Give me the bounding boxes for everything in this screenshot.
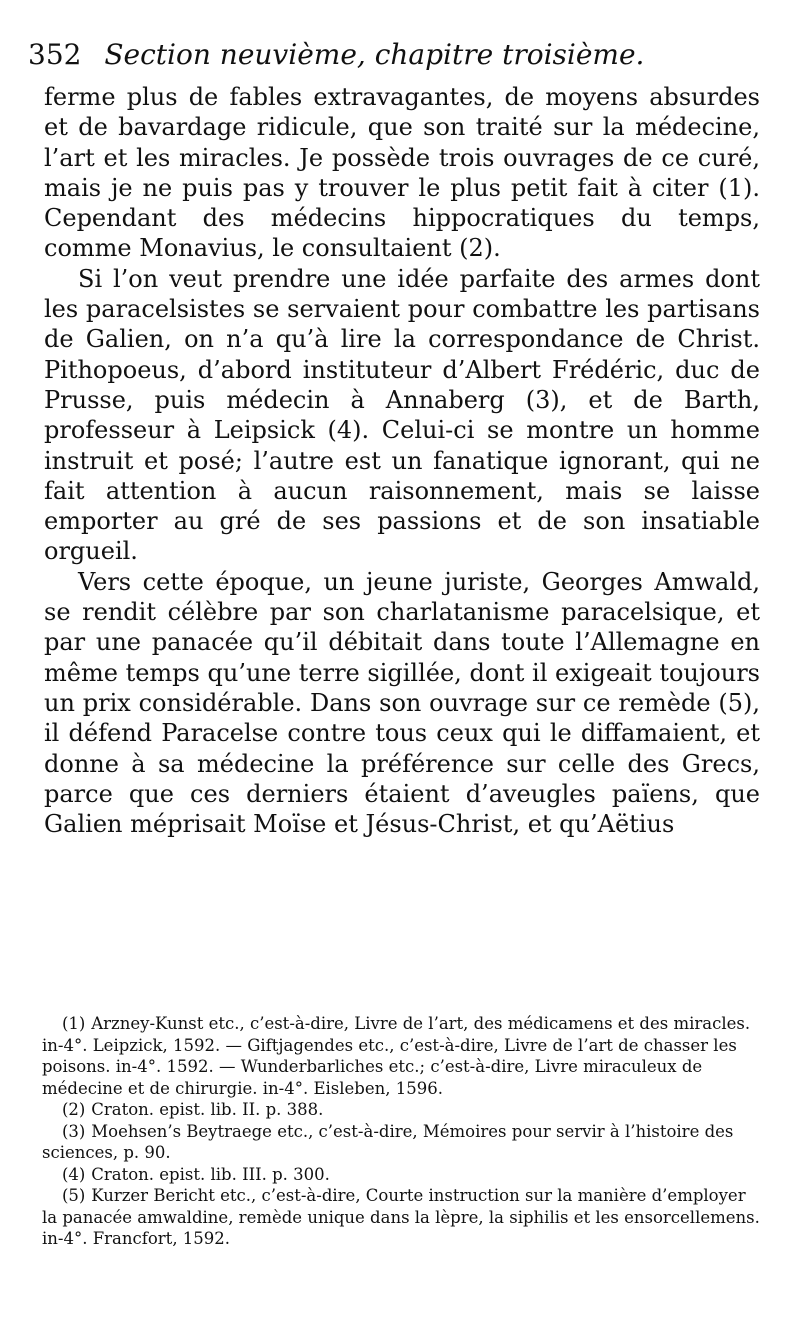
footnote-5 xyxy=(42,1185,762,1250)
paragraph-amwald: Vers cette époque, un jeune juriste, Georges Amwald, se rendit célèbre par son charlatanisme paracelsique, et par une panacée qu’il débitait dans toute l’Allemagne en même temps qu’une terre sigillée, dont il exigeait toujours un prix considérable. Dans son ouvrage sur ce remède (5), il défend Paracelse contre tous ceux qui le diffamaient, et donne à sa médecine la préférence sur celle des Grecs, parce que ces derniers étaient d’aveugles païens, que Galien méprisait Moïse et Jésus-Christ, et qu’Aëtius xyxy=(44,567,760,839)
footnote-marker: (2) xyxy=(62,1100,86,1119)
footnote-2 xyxy=(42,1099,762,1121)
footnote-text: Arzney-Kunst etc., c’est-à-dire, Livre de l’art, des médicamens et des miracles. in-4°. Leipzick, 1592. — Giftjagendes etc., c’est-à-dire, Livre de l’art de chasser les poisons. in-4°. 1592. — Wunderbarliches etc.; c’est-à-dire, Livre miraculeux de médecine et de chirurgie. in-4°. Eisleben, 1596. xyxy=(42,1014,751,1098)
footnote-marker: (5) xyxy=(62,1186,86,1205)
footnote-text: Moehsen’s Beytraege etc., c’est-à-dire, Mémoires pour servir à l’histoire des sciences, p. 90. xyxy=(42,1121,734,1162)
paragraph-continued: ferme plus de fables extravagantes, de moyens absurdes et de bavardage ridicule, que son traité sur la médecine, l’art et les miracles. Je possède trois ouvrages de ce curé, mais je ne puis pas y trouver le plus petit fait à citer (1). Cependant des médecins hippocratiques du temps, comme Monavius, le consultaient (2). xyxy=(44,83,760,263)
chapter-title: Section neuvième, chapitre troisième. xyxy=(104,38,645,71)
footnote-text: Kurzer Bericht etc., c’est-à-dire, Courte instruction sur la manière d’employer la panacée amwaldine, remède unique dans la lèpre, la siphilis et les ensorcellemens. in-4°. Francfort, 1592. xyxy=(42,1186,760,1248)
footnote-marker: (1) xyxy=(62,1014,86,1033)
footnote-1 xyxy=(42,1013,762,1099)
paragraph-paracelsists: Si l’on veut prendre une idée parfaite des armes dont les paracelsistes se servaient pour combattre les partisans de Galien, on n’a qu’à lire la correspondance de Christ. Pithopoeus, d’abord instituteur d’Albert Frédéric, duc de Prusse, puis médecin à Annaberg (3), et de Barth, professeur à Leipsick (4). Celui-ci se montre un homme instruit et posé; l’autre est un fanatique ignorant, qui ne fait attention à aucun raisonnement, mais se laisse emporter au gré de ses passions et de son insatiable orgueil. xyxy=(44,264,760,566)
running-header xyxy=(28,38,780,72)
footnote-text: Craton. epist. lib. III. p. 300. xyxy=(91,1164,330,1184)
footnote-3 xyxy=(42,1121,762,1164)
footnote-text: Craton. epist. lib. II. p. 388. xyxy=(91,1100,324,1119)
footnote-marker: (3) xyxy=(62,1121,86,1141)
footnote-4 xyxy=(42,1164,762,1186)
footnotes xyxy=(42,1013,762,1250)
footnote-marker: (4) xyxy=(62,1164,86,1184)
page-number: 352 xyxy=(28,38,82,71)
main-text xyxy=(44,82,760,839)
